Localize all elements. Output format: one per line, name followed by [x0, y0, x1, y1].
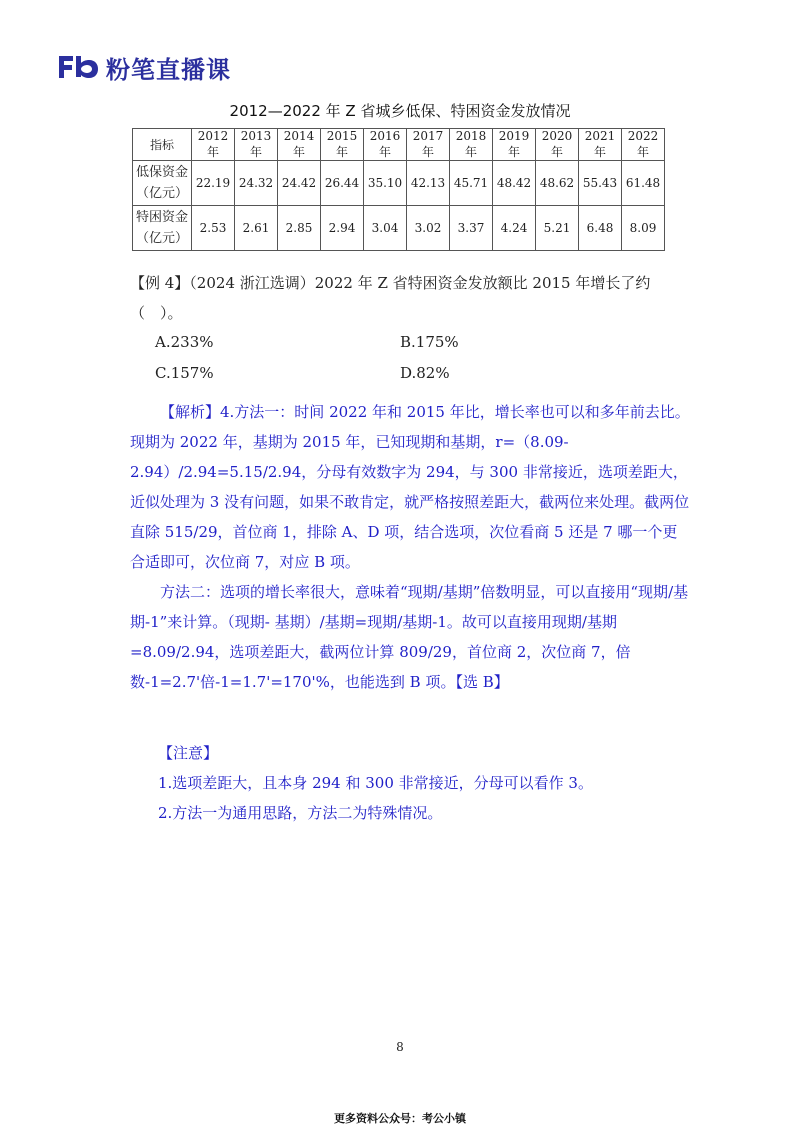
year-header: 2014 年: [278, 129, 321, 161]
question: [130, 268, 690, 328]
row-label-line2: （亿元）: [135, 186, 188, 201]
analysis-method-one: 【解析】4.方法一：时间 2022 年和 2015 年比，增长率也可以和多年前去比。现期为 2022 年，基期为 2015 年，已知现期和基期，r=（8.09-2.94）/2.94=5.15/2.94，分母有效数字为 294，与 300 非常接近，选项差距大，近似处理为 3 没有问题，如果不敢肯定，就严格按照差距大，截两位来处理。截两位直除 515/29，首位商 1，排除 A、D 项，结合选项，次位看商 5 还是 7 哪一个更合适即可，次位商 7，对应 B 项。: [130, 403, 690, 571]
page-number: 8: [396, 1040, 404, 1054]
table-cell: 26.44: [321, 161, 364, 206]
table-cell: 2.94: [321, 206, 364, 251]
table-cell: 2.53: [192, 206, 235, 251]
options: [155, 333, 675, 395]
table-cell: 42.13: [407, 161, 450, 206]
table-cell: 2.61: [235, 206, 278, 251]
option-c: C.157%: [155, 364, 214, 382]
brand-name: 粉笔直播课: [106, 55, 231, 84]
question-text: 【例 4】（2024 浙江选调）2022 年 Z 省特困资金发放额比 2015 年增长了约（ ）。: [130, 274, 651, 322]
option-d: D.82%: [400, 364, 450, 382]
table-cell: 4.24: [493, 206, 536, 251]
table-row-dibao: [133, 161, 665, 206]
table-cell: 55.43: [579, 161, 622, 206]
table-title: 2012—2022 年 Z 省城乡低保、特困资金发放情况: [229, 102, 571, 120]
table-cell: 5.21: [536, 206, 579, 251]
note-item: 2.方法一为通用思路，方法二为特殊情况。: [158, 804, 443, 822]
data-table: [132, 128, 665, 251]
table-row-tekun: [133, 206, 665, 251]
analysis-method-two: 方法二：选项的增长率很大，意味着“现期/基期”倍数明显，可以直接用“现期/基期-1”来计算。（现期- 基期）/基期=现期/基期-1。故可以直接用现期/基期=8.09/2.94，选项差距大，截两位计算 809/29，首位商 2，次位商 7，倍数-1=2.7'倍-1=1.7'=170'%，也能选到 B 项。【选 B】: [130, 583, 689, 691]
year-header: 2019 年: [493, 129, 536, 161]
analysis: [130, 397, 690, 697]
fb-logo-icon: [56, 52, 102, 82]
year-header: 2015 年: [321, 129, 364, 161]
table-cell: 35.10: [364, 161, 407, 206]
note-title: 【注意】: [158, 744, 219, 762]
table-cell: 48.42: [493, 161, 536, 206]
table-cell: 3.02: [407, 206, 450, 251]
year-header: 2016 年: [364, 129, 407, 161]
year-header: 2013 年: [235, 129, 278, 161]
row-label-line1: 特困资金: [135, 210, 188, 225]
row-label-line2: （亿元）: [135, 231, 188, 246]
row-label: [133, 161, 192, 206]
year-header: 2018 年: [450, 129, 493, 161]
row-label-line1: 低保资金: [135, 165, 188, 180]
table-cell: 8.09: [622, 206, 665, 251]
table-cell: 45.71: [450, 161, 493, 206]
table-cell: 48.62: [536, 161, 579, 206]
year-header: 2022 年: [622, 129, 665, 161]
row-label: [133, 206, 192, 251]
year-header: 2017 年: [407, 129, 450, 161]
note: [158, 738, 698, 828]
table-cell: 3.37: [450, 206, 493, 251]
note-item: 1.选项差距大，且本身 294 和 300 非常接近，分母可以看作 3。: [158, 774, 593, 792]
table-cell: 61.48: [622, 161, 665, 206]
table-cell: 22.19: [192, 161, 235, 206]
year-header: 2021 年: [579, 129, 622, 161]
table-cell: 3.04: [364, 206, 407, 251]
year-header: 2020 年: [536, 129, 579, 161]
option-a: A.233%: [155, 333, 214, 351]
footer-text: 更多资料公众号：考公小镇: [334, 1112, 466, 1125]
table-cell: 24.32: [235, 161, 278, 206]
table-cell: 6.48: [579, 206, 622, 251]
year-header: 2012 年: [192, 129, 235, 161]
option-b: B.175%: [400, 333, 459, 351]
brand-logo: [56, 50, 231, 84]
table-header-label: 指标: [133, 129, 192, 161]
table-header-row: [133, 129, 665, 161]
options-row: [155, 333, 675, 364]
table-cell: 24.42: [278, 161, 321, 206]
table-cell: 2.85: [278, 206, 321, 251]
options-row: [155, 364, 675, 395]
